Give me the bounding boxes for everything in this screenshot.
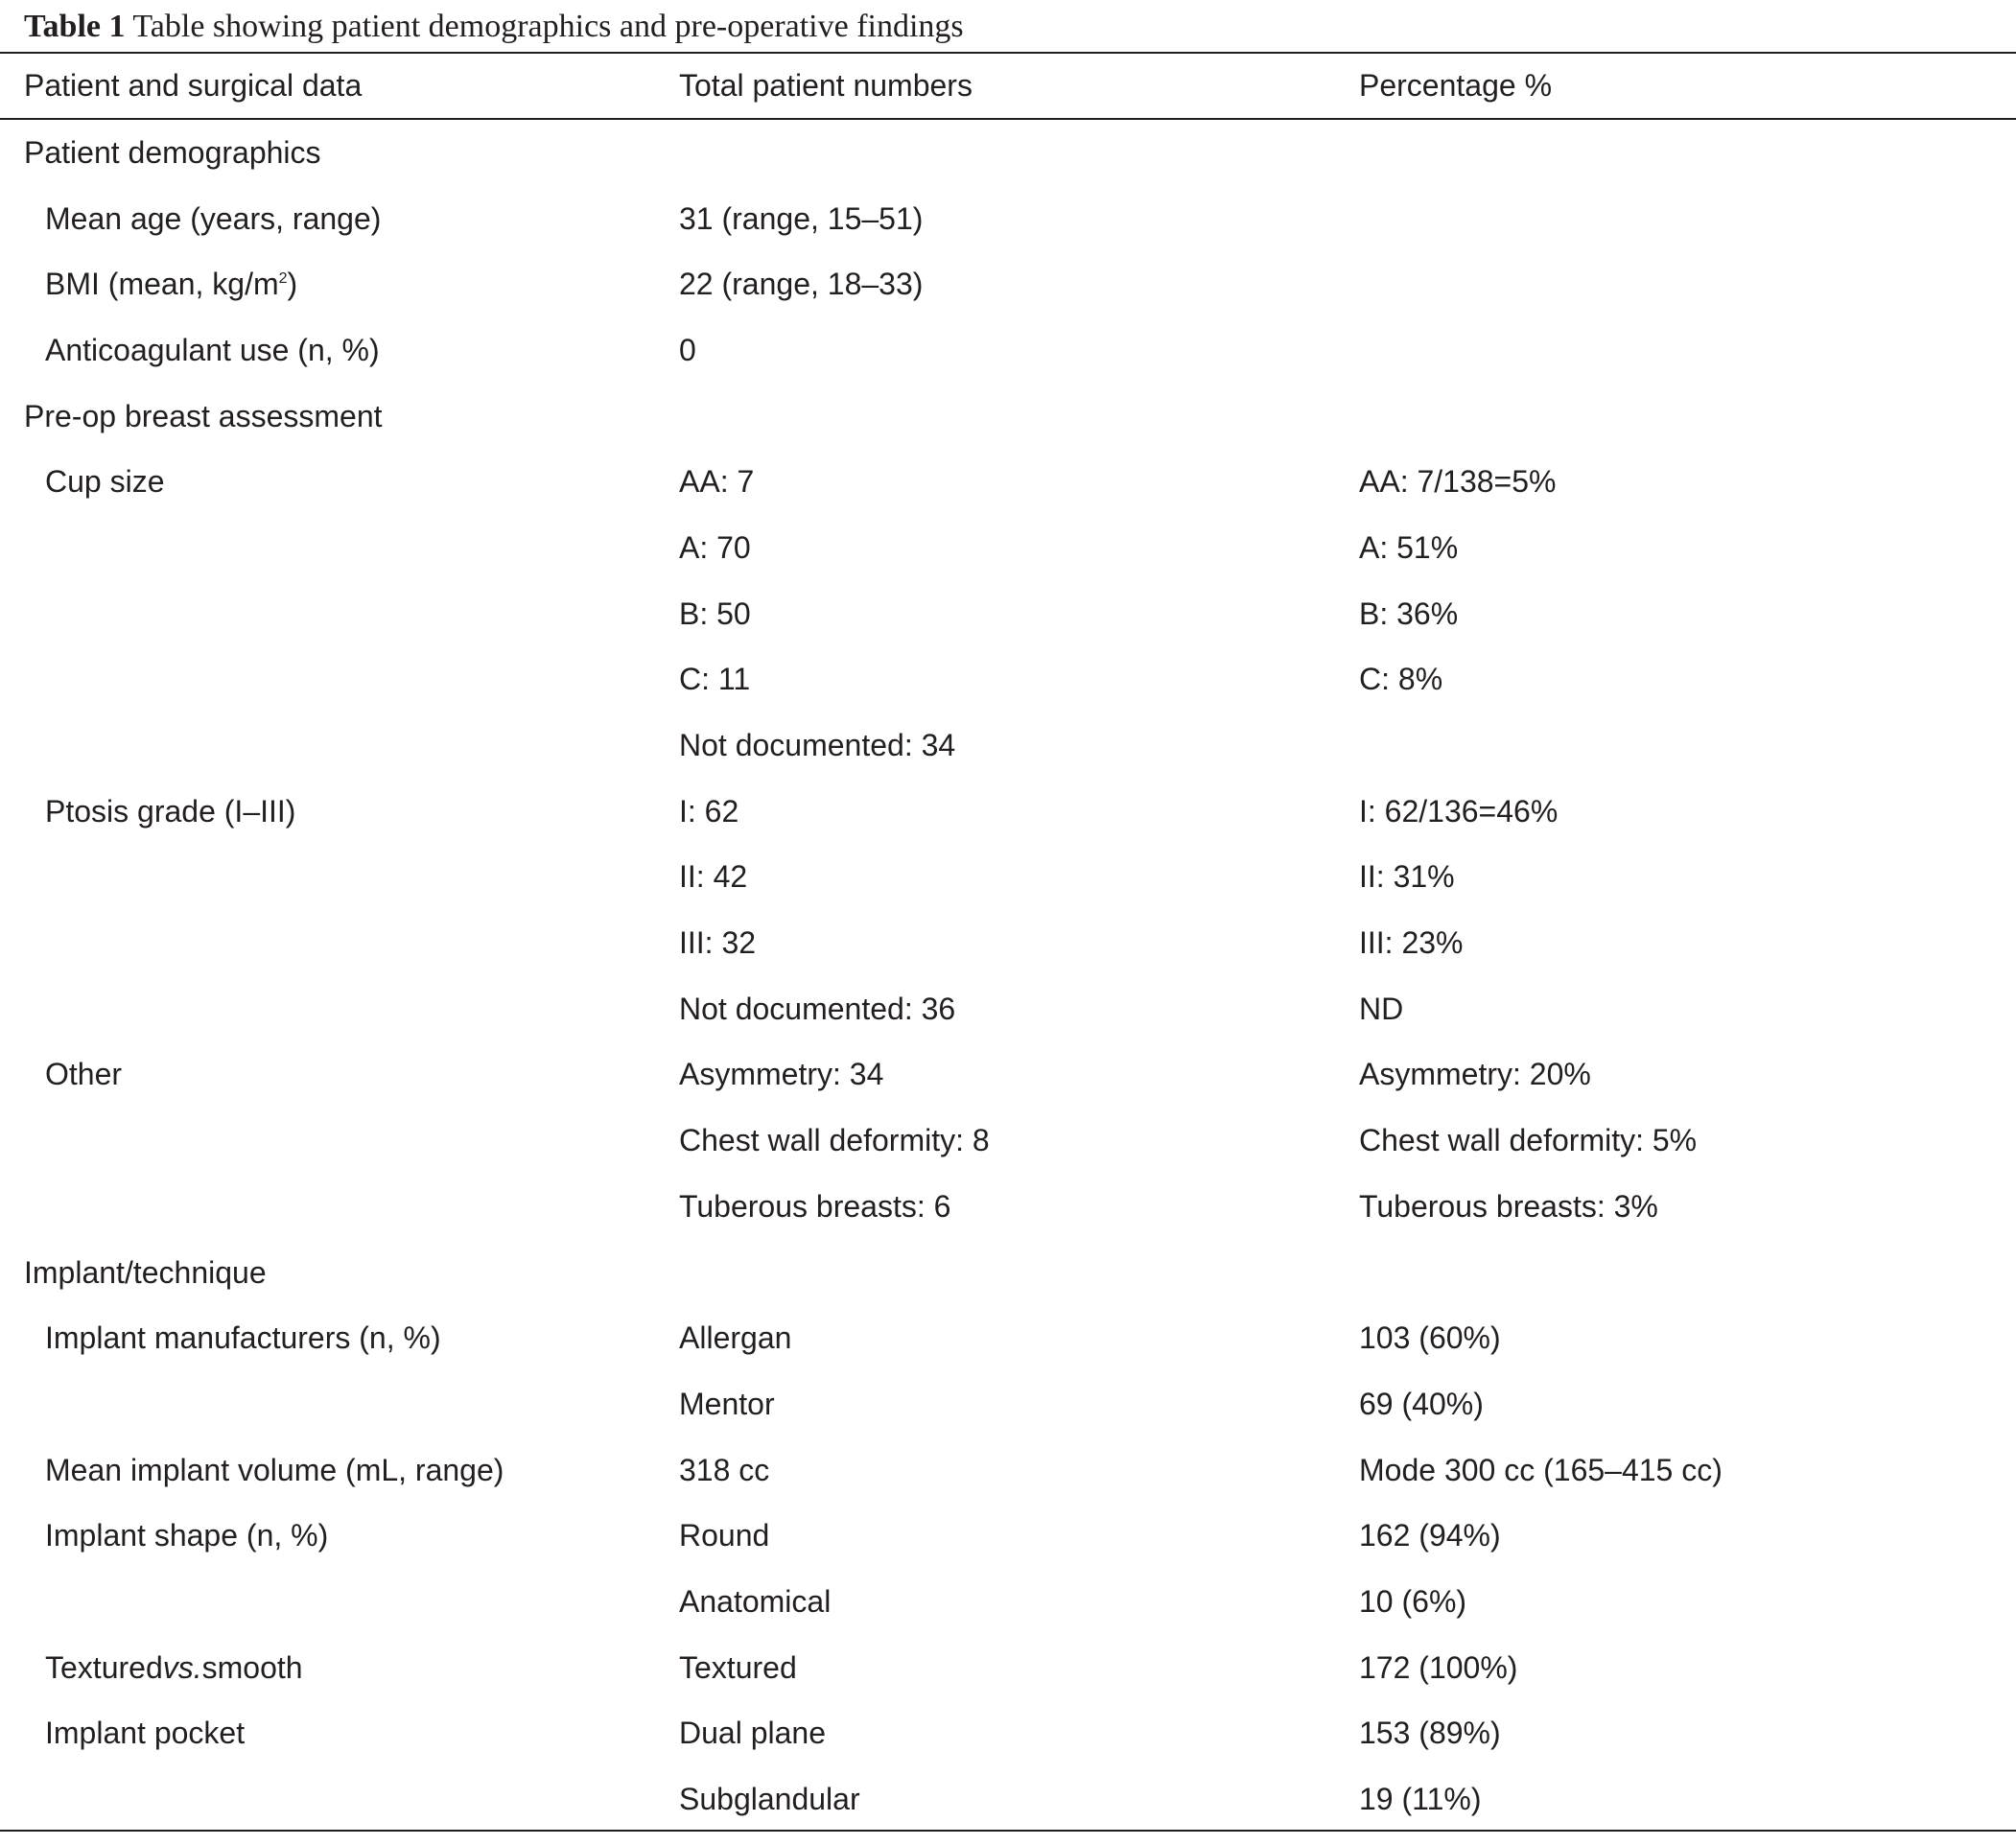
total-patient-numbers-cell: 22 (range, 18–33)	[679, 267, 924, 302]
section-heading: Implant/technique	[24, 1254, 267, 1290]
table-row	[0, 1503, 2016, 1569]
percentage-cell: I: 62/136=46%	[1359, 793, 1559, 829]
table-row	[0, 515, 2016, 581]
total-patient-numbers-cell: Tuberous breasts: 6	[679, 1188, 951, 1224]
table-row	[0, 1174, 2016, 1240]
percentage-cell: A: 51%	[1359, 529, 1459, 565]
percentage-cell: 153 (89%)	[1359, 1716, 1501, 1751]
row-label: Mean implant volume (mL, range)	[45, 1452, 504, 1487]
total-patient-numbers-cell: Mentor	[679, 1386, 775, 1421]
percentage-cell: Asymmetry: 20%	[1359, 1057, 1591, 1092]
percentage-cell: 69 (40%)	[1359, 1386, 1484, 1421]
total-patient-numbers-cell: C: 11	[679, 662, 751, 697]
section-heading: Patient demographics	[24, 134, 321, 170]
table-row	[0, 251, 2016, 317]
percentage-cell: II: 31%	[1359, 859, 1455, 895]
table-row	[0, 1042, 2016, 1109]
percentage-cell: Mode 300 cc (165–415 cc)	[1359, 1452, 1723, 1487]
total-patient-numbers-cell: 31 (range, 15–51)	[679, 200, 924, 236]
percentage-cell: B: 36%	[1359, 596, 1459, 631]
total-patient-numbers-cell: Not documented: 34	[679, 728, 956, 763]
table-row	[0, 1766, 2016, 1833]
total-patient-numbers-cell: I: 62	[679, 793, 739, 829]
total-patient-numbers-cell: II: 42	[679, 859, 748, 895]
row-label-text: smooth	[201, 1649, 303, 1685]
percentage-cell: 162 (94%)	[1359, 1518, 1501, 1553]
section-heading: Pre-op breast assessment	[24, 398, 383, 433]
total-patient-numbers-cell: A: 70	[679, 529, 751, 565]
row-label-text: Textured	[45, 1649, 163, 1685]
section-row	[0, 1240, 2016, 1306]
row-label: Cup size	[45, 464, 165, 500]
total-patient-numbers-cell: Not documented: 36	[679, 991, 956, 1026]
table-row	[0, 647, 2016, 713]
total-patient-numbers-cell: 0	[679, 332, 696, 367]
table-caption	[24, 6, 964, 48]
row-label	[45, 251, 297, 317]
superscript: 2	[278, 269, 288, 287]
total-patient-numbers-cell: B: 50	[679, 596, 751, 631]
row-label: Implant shape (n, %)	[45, 1518, 329, 1553]
table-row	[0, 845, 2016, 911]
total-patient-numbers-cell: Chest wall deformity: 8	[679, 1123, 990, 1158]
percentage-cell: 103 (60%)	[1359, 1320, 1501, 1356]
percentage-cell: ND	[1359, 991, 1404, 1026]
table-row	[0, 1108, 2016, 1174]
table-row	[0, 581, 2016, 647]
percentage-cell: C: 8%	[1359, 662, 1443, 697]
total-patient-numbers-cell: Subglandular	[679, 1782, 860, 1817]
percentage-cell: AA: 7/138=5%	[1359, 464, 1557, 500]
row-label: Ptosis grade (I–III)	[45, 793, 296, 829]
header-percentage: Percentage %	[1359, 68, 1553, 103]
section-row	[0, 120, 2016, 186]
row-label-text: BMI (mean, kg/m	[45, 267, 279, 302]
table-header-row	[0, 54, 2016, 118]
caption-text: Table showing patient demographics and pre-operative findings	[132, 9, 964, 44]
row-label-text: )	[287, 267, 298, 302]
total-patient-numbers-cell: AA: 7	[679, 464, 755, 500]
row-label: Implant manufacturers (n, %)	[45, 1320, 441, 1356]
table-row	[0, 1305, 2016, 1371]
table-row	[0, 1371, 2016, 1437]
table-row	[0, 317, 2016, 384]
total-patient-numbers-cell: Round	[679, 1518, 770, 1553]
demographics-table	[0, 54, 2016, 1817]
percentage-cell: III: 23%	[1359, 925, 1464, 961]
table-row	[0, 1437, 2016, 1504]
table-row	[0, 1635, 2016, 1701]
table-row	[0, 449, 2016, 515]
row-label: Mean age (years, range)	[45, 200, 382, 236]
header-total-patient-numbers: Total patient numbers	[679, 68, 973, 103]
table-row	[0, 1569, 2016, 1635]
total-patient-numbers-cell: Allergan	[679, 1320, 792, 1356]
section-row	[0, 384, 2016, 450]
total-patient-numbers-cell: Dual plane	[679, 1716, 826, 1751]
percentage-cell: Chest wall deformity: 5%	[1359, 1123, 1698, 1158]
table-row	[0, 779, 2016, 845]
total-patient-numbers-cell: III: 32	[679, 925, 757, 961]
total-patient-numbers-cell: Textured	[679, 1649, 797, 1685]
percentage-cell: 172 (100%)	[1359, 1649, 1518, 1685]
row-label: Other	[45, 1057, 123, 1092]
total-patient-numbers-cell: Asymmetry: 34	[679, 1057, 884, 1092]
table-row	[0, 186, 2016, 252]
table-row	[0, 976, 2016, 1042]
percentage-cell: Tuberous breasts: 3%	[1359, 1188, 1658, 1224]
total-patient-numbers-cell: Anatomical	[679, 1583, 832, 1619]
table-row	[0, 712, 2016, 779]
total-patient-numbers-cell: 318 cc	[679, 1452, 770, 1487]
percentage-cell: 19 (11%)	[1359, 1782, 1482, 1817]
table-body	[0, 120, 2016, 1833]
row-label: Implant pocket	[45, 1716, 246, 1751]
table-row	[0, 1701, 2016, 1767]
caption-label: Table 1	[24, 9, 126, 44]
italic-text: vs.	[162, 1649, 202, 1685]
header-patient-surgical-data: Patient and surgical data	[24, 68, 363, 103]
percentage-cell: 10 (6%)	[1359, 1583, 1467, 1619]
row-label: Anticoagulant use (n, %)	[45, 332, 380, 367]
table-row	[0, 910, 2016, 976]
row-label	[45, 1635, 303, 1701]
